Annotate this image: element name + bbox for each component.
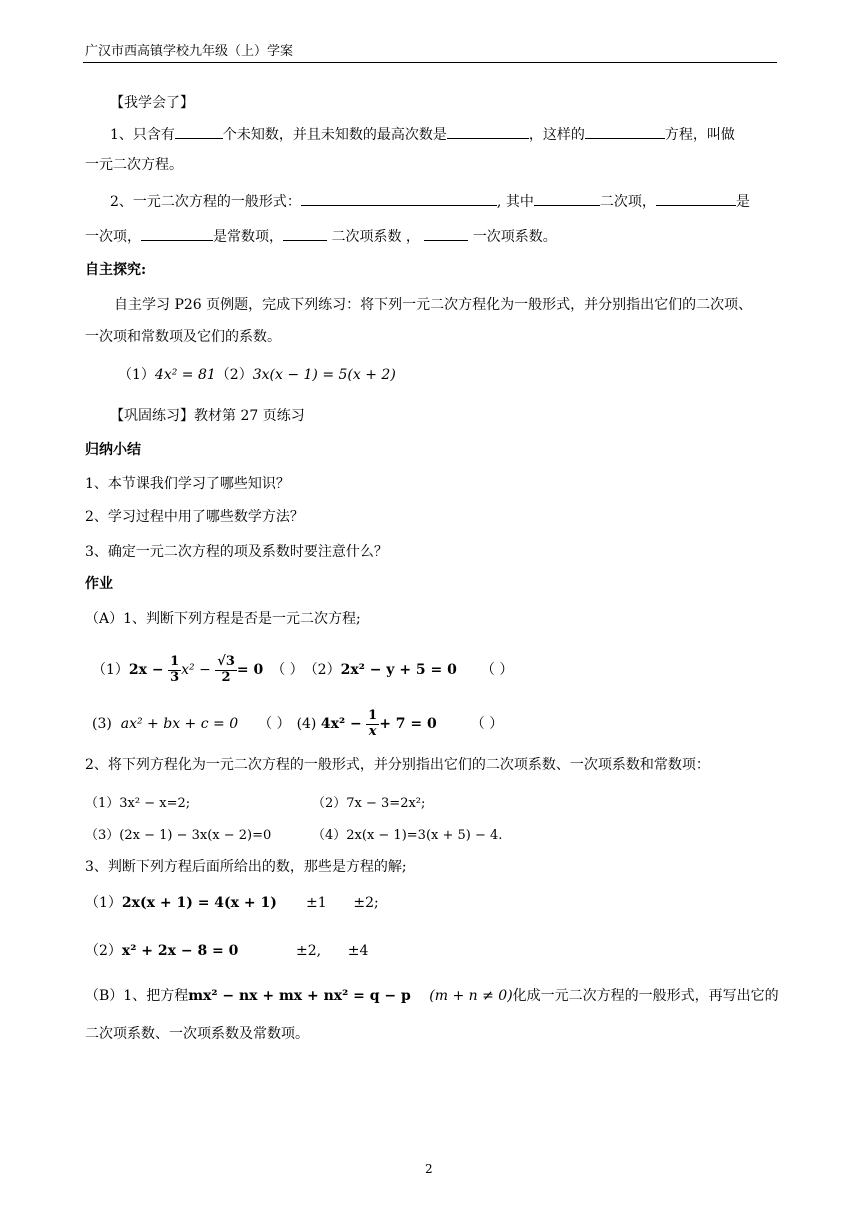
explore-heading: 自主探究: bbox=[85, 262, 147, 278]
homework-a3-1-values: ±1 ±2; bbox=[306, 895, 379, 911]
homework-a1: （A）1、判断下列方程是否是一元二次方程; bbox=[85, 611, 361, 627]
homework-a1-row1: （1） 2x − $\frac{1}{3}$ x² − $\frac{√3}{2}$ = 0 （ ） （2） 2x² − y + 5 = 0 （ ） bbox=[92, 654, 514, 685]
summary-q2: 2、学习过程中用了哪些数学方法？ bbox=[85, 509, 304, 525]
homework-a3-1: （1）2x(x + 1) = 4(x + 1) bbox=[85, 895, 277, 911]
homework-b1-line-2: 二次项系数、一次项系数及常数项。 bbox=[85, 1026, 309, 1042]
explore-equations: （1）4x² = 81（2）3x(x − 1) = 5(x + 2) bbox=[118, 367, 396, 383]
homework-a3-2: （2）x² + 2x − 8 = 0 bbox=[85, 943, 239, 959]
learned-heading: 【我学会了】 bbox=[110, 95, 194, 111]
page-number: 2 bbox=[425, 1162, 433, 1176]
explore-line-1: 自主学习 P26 页例题，完成下列练习：将下列一元二次方程化为一般形式，并分别指出它们的二次项、 bbox=[114, 297, 753, 313]
homework-a2-3: （3）(2x − 1) − 3x(x − 2)=0 bbox=[85, 828, 272, 843]
homework-a1-row2: (3) ax² + bx + c = 0 （ ） (4) 4x² − $\frac{1}{x}$ + 7 = 0 （ ） bbox=[92, 708, 504, 739]
explore-line-2: 一次项和常数项及它们的系数。 bbox=[85, 329, 281, 345]
homework-a2-4: （4）2x(x − 1)=3(x + 5) − 4. bbox=[312, 828, 503, 843]
homework-heading: 作业 bbox=[85, 576, 113, 592]
homework-a2-2: （2）7x − 3=2x²; bbox=[312, 796, 426, 811]
homework-a2: 2、将下列方程化为一元二次方程的一般形式，并分别指出它们的二次项系数、一次项系数和常数项： bbox=[85, 757, 710, 773]
summary-q1: 1、本节课我们学习了哪些知识？ bbox=[85, 476, 290, 492]
learned-line-2: 一元二次方程。 bbox=[85, 157, 183, 173]
fraction-sqrt3-over-2: $\frac{√3}{2}$ bbox=[217, 654, 235, 685]
summary-q3: 3、确定一元二次方程的项及系数时要注意什么？ bbox=[85, 544, 388, 560]
learned-line-1: 1、只含有 个未知数，并且未知数的最高次数是 ，这样的 方程，叫做 bbox=[110, 127, 735, 143]
homework-b1: （B）1、把方程mx² − nx + mx + nx² = q − p (m + n ≠ 0)化成一元二次方程的一般形式，再写出它的 bbox=[85, 988, 779, 1004]
learned-line-4: 一次项， 是常数项， 二次项系数 ， 一次项系数。 bbox=[85, 229, 557, 245]
summary-heading: 归纳小结 bbox=[85, 442, 141, 458]
page-header: 广汉市西高镇学校九年级（上）学案 bbox=[85, 44, 294, 59]
header-divider bbox=[83, 62, 777, 63]
practice-line: 【巩固练习】教材第 27 页练习 bbox=[110, 408, 305, 424]
fraction-one-third: $\frac{1}{3}$ bbox=[170, 654, 180, 685]
homework-a3: 3、判断下列方程后面所给出的数，那些是方程的解; bbox=[85, 859, 407, 875]
fraction-one-over-x: $\frac{1}{x}$ bbox=[368, 708, 378, 739]
learned-line-3: 2、一元二次方程的一般形式： , 其中 二次项， 是 bbox=[110, 194, 750, 210]
homework-a2-1: （1）3x² − x=2; bbox=[85, 796, 191, 811]
homework-a3-2-values: ±2, ±4 bbox=[296, 943, 369, 959]
